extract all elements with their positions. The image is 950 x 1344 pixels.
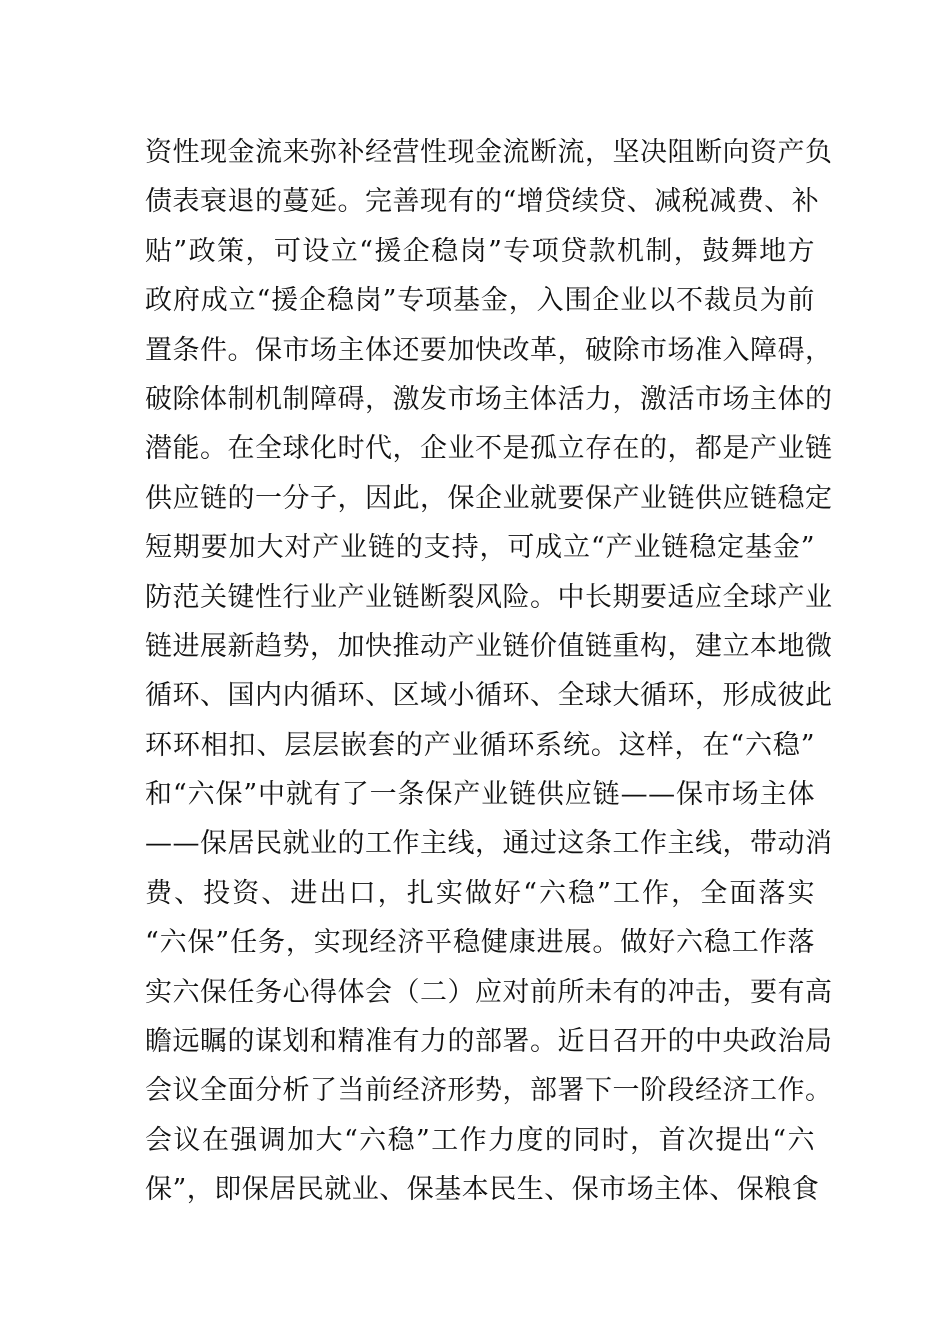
text-line-11: 链进展新趋势，加快推动产业链价值链重构，建立本地微 bbox=[145, 630, 833, 662]
text-line-1: 资性现金流来弥补经营性现金流断流，坚决阻断向资产负 bbox=[145, 137, 833, 168]
text-line-16: 费、投资、进出口，扎实做好“六稳”工作，全面落实 bbox=[145, 877, 815, 909]
text-line-22: 保”，即保居民就业、保基本民生、保市场主体、保粮食 bbox=[145, 1174, 820, 1206]
text-line-9: 短期要加大对产业链的支持，可成立“产业链稳定基金” bbox=[145, 532, 815, 564]
text-line-8: 供应链的一分子，因此，保企业就要保产业链供应链稳定 bbox=[145, 482, 833, 514]
text-line-13: 环环相扣、层层嵌套的产业循环系统。这样，在“六稳” bbox=[145, 729, 815, 761]
text-line-17: “六保”任务，实现经济平稳健康进展。做好六稳工作落 bbox=[145, 927, 815, 959]
body-text bbox=[145, 128, 833, 1215]
text-line-18: 实六保任务心得体会（二）应对前所未有的冲击，要有高 bbox=[145, 976, 833, 1008]
text-line-19: 瞻远瞩的谋划和精准有力的部署。近日召开的中央政治局 bbox=[145, 1026, 833, 1058]
text-line-7: 潜能。在全球化时代，企业不是孤立存在的，都是产业链 bbox=[145, 433, 833, 465]
text-line-2: 债表衰退的蔓延。完善现有的“增贷续贷、减税减费、补 bbox=[145, 186, 820, 218]
text-line-4: 政府成立“援企稳岗”专项基金，入围企业以不裁员为前 bbox=[145, 285, 815, 317]
text-line-10: 防范关键性行业产业链断裂风险。中长期要适应全球产业 bbox=[145, 581, 833, 613]
text-line-5: 置条件。保市场主体还要加快改革，破除市场准入障碍， bbox=[145, 334, 833, 366]
text-line-21: 会议在强调加大“六稳”工作力度的同时，首次提出“六 bbox=[145, 1124, 815, 1156]
text-line-12: 循环、国内内循环、区域小循环、全球大循环，形成彼此 bbox=[145, 680, 833, 712]
text-line-3: 贴”政策，可设立“援企稳岗”专项贷款机制，鼓舞地方 bbox=[145, 235, 815, 267]
text-line-14: 和“六保”中就有了一条保产业链供应链——保市场主体 bbox=[145, 779, 815, 811]
text-line-6: 破除体制机制障碍，激发市场主体活力，激活市场主体的 bbox=[145, 383, 833, 415]
text-line-15: ——保居民就业的工作主线，通过这条工作主线，带动消 bbox=[145, 828, 833, 860]
text-line-20: 会议全面分析了当前经济形势，部署下一阶段经济工作。 bbox=[145, 1075, 833, 1107]
